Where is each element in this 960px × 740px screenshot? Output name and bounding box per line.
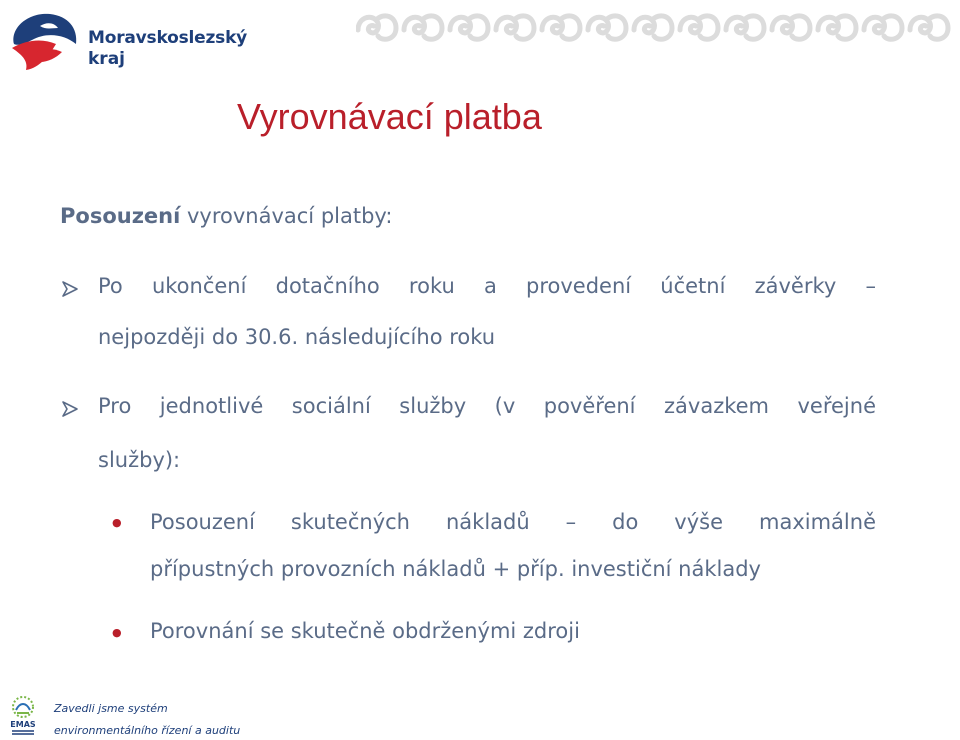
decorative-pattern xyxy=(356,10,956,50)
slide-title: Vyrovnávací platba xyxy=(237,96,542,137)
sub-bullet-dot: ● xyxy=(112,516,122,529)
subbullet-1-line-2: přípustných provozních nákladů + příp. investiční náklady xyxy=(150,557,761,581)
region-logo xyxy=(6,8,248,72)
subbullet-1-line-1: Posouzení skutečných nákladů – do výše maximálně xyxy=(150,510,876,534)
subbullet-2-line-1: Porovnání se skutečně obdrženými zdroji xyxy=(150,619,580,643)
footer-line-2: environmentálního řízení a auditu xyxy=(54,724,241,737)
logo-text-line2: kraj xyxy=(88,49,125,69)
emas-logo-icon xyxy=(8,694,38,738)
footer-line-1: Zavedli jsme systém xyxy=(54,702,168,715)
section-heading xyxy=(60,204,392,228)
sub-bullet-dot: ● xyxy=(112,626,122,639)
arrow-bullet-icon xyxy=(61,280,79,298)
heading-rest: vyrovnávací platby: xyxy=(180,204,393,228)
bullet-1-line-2: nejpozději do 30.6. následujícího roku xyxy=(98,325,496,349)
arrow-bullet-icon xyxy=(61,400,79,418)
emas-logo-text: EMAS xyxy=(10,720,36,729)
heading-bold: Posouzení xyxy=(60,204,181,228)
region-emblem-icon xyxy=(6,8,82,72)
bullet-2-line-1: Pro jednotlivé sociální služby (v pověření závazkem veřejné xyxy=(98,394,876,418)
bullet-1-line-1: Po ukončení dotačního roku a provedení účetní závěrky – xyxy=(98,274,876,298)
logo-text-line1: Moravskoslezský xyxy=(88,28,248,48)
bullet-2-line-2: služby): xyxy=(98,448,181,472)
